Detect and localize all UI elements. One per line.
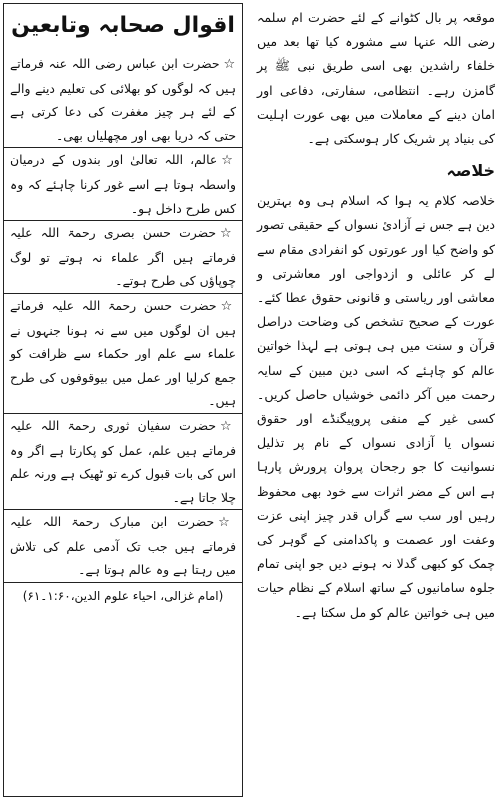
quote-item [4, 148, 242, 221]
quote-text: حضرت ابن عباس رضی اللہ عنہ فرماتے ہیں کہ لوگوں کو بھلائی کی تعلیم دینے والے کے لئے ہر چیز مغفرت کی دعا کرتی ہے حتی کہ دریا بھی اور مچھلیاں بھی۔ [10, 56, 236, 143]
quote-item [4, 294, 242, 414]
star-icon: ☆ [218, 515, 237, 531]
quote-text: حضرت سفیان ثوری رحمۃ اللہ علیہ فرماتے ہیں علم، عمل کو پکارتا ہے اگر وہ اس کی بات قبول کرے تو ٹھیک ہے ورنہ علم چلا جاتا ہے۔ [10, 417, 236, 505]
right-column [257, 6, 495, 796]
star-icon: ☆ [223, 57, 236, 72]
quote-text: عالم، اللہ تعالیٰ اور بندوں کے درمیان واسطہ ہوتا ہے اسے غور کرنا چاہئے کہ وہ کس طرح داخل ہو۔ [10, 152, 236, 216]
sayings-box [3, 3, 243, 797]
quote-item [4, 510, 242, 583]
summary-paragraph: خلاصہ کلام یہ ہوا کہ اسلام ہی وہ بہترین دین ہے جس نے آزادئ نسواں کے حقیقی تصور کو واضح کیا اور عورتوں کو انفرادی مقام سے لے کر عائلی و ازدواجی اور معاشرتی و معاشی اور ریاستی و قانونی حقوق عطا کئے۔ عورت کے صحیح تشخص کی وضاحت دراصل قرآن و سنت میں ہی ہوتی ہے لہذا خواتین عالم کو چاہئے کہ اسی دین مبین کے سایہ رحمت میں آکر دائمی خوشیاں حاصل کریں۔ کسی غیر کے منفی پروپیگنڈے اور حقوق نسواں یا آزادی نسواں کے نام پر تذلیل نسوانیت کا جو رجحان پروان پرورش پارہا ہے اس کے مضر اثرات سے خود بھی محفوظ رہیں اور سب سے گراں قدر چیز اپنی عزت وعفت اور عصمت و پاکدامنی کے گوہر کی چمک کو کبھی گدلا نہ ہونے دیں جو اپنی تمام جلوہ سامانیوں کے ساتھ اسلام کے نظام حیات میں ہی خواتین عالم کو مل سکتا ہے۔ [257, 193, 495, 620]
summary-heading: خلاصہ [446, 161, 495, 181]
quote-text: حضرت حسن بصری رحمۃ اللہ علیہ فرماتے ہیں اگر علماء نہ ہوتے تو لوگ چوپاؤں کی طرح ہوتے۔ [10, 225, 236, 289]
box-title: اقوال صحابہ وتابعین [11, 13, 235, 38]
quote-item [4, 52, 242, 148]
intro-paragraph: موقعہ پر بال کٹوانے کے لئے حضرت ام سلمہ رضی اللہ عنہا سے مشورہ کیا تھا بعد میں خلفاء راشدین بھی اسی طریق نبی ﷺ پر گامزن رہے۔ انتظامی، سفارتی، دفاعی اور امان دینے کے معاملات میں بھی عورت اہلیت کی بنیاد پر شریک کار ہوسکتی ہے۔ [257, 10, 495, 147]
star-icon: ☆ [220, 418, 237, 434]
star-icon: ☆ [220, 298, 237, 314]
quote-text: حضرت ابن مبارک رحمۃ اللہ علیہ فرماتے ہیں جب تک آدمی علم کی تلاش میں رہتا ہے وہ عالم ہوتا ہے۔ [10, 514, 236, 578]
quote-text: حضرت حسن رحمۃ اللہ علیہ فرماتے ہیں ان لوگوں میں سے نہ ہونا جنہوں نے علماء سے علم اور حکماء سے ظرافت کو جمع کرلیا اور عمل میں بیوقوفوں کی طرح ہیں۔ [10, 297, 236, 409]
quote-item [4, 221, 242, 294]
star-icon: ☆ [220, 226, 236, 242]
source-citation: (امام غزالی، احیاء علوم الدین،۱:۶۰۔۶۱) [22, 589, 224, 604]
quote-item [4, 414, 242, 510]
star-icon: ☆ [221, 153, 236, 169]
